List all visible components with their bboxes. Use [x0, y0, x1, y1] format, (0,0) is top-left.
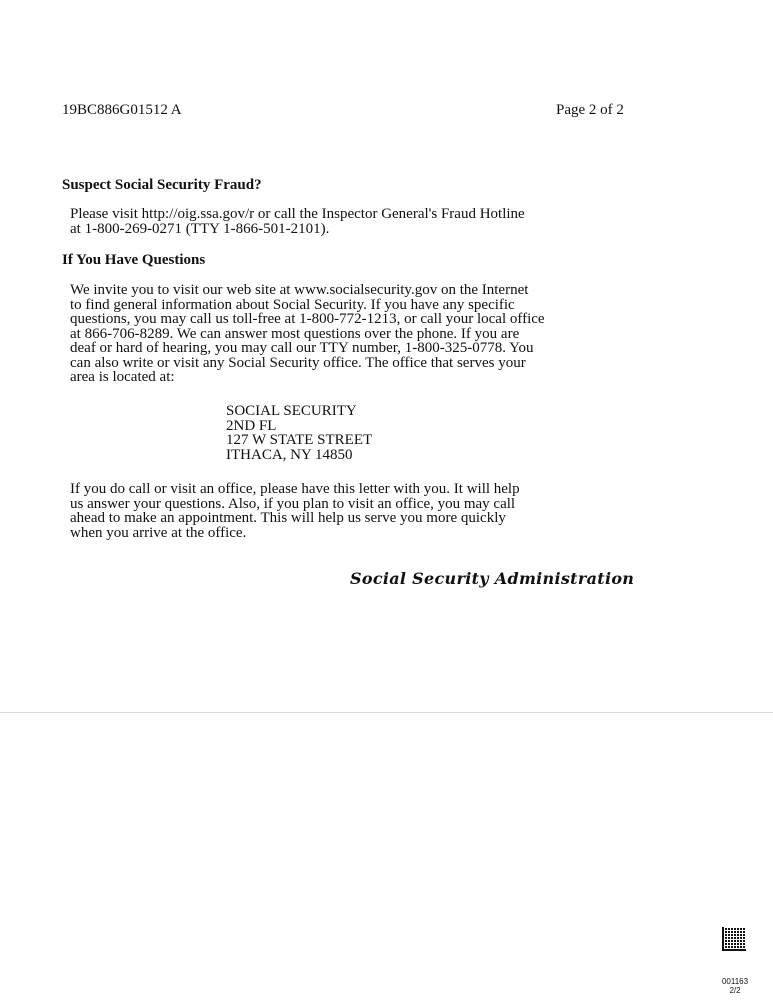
text-line: deaf or hard of hearing, you may call our TTY number, 1-800-325-0778. You	[70, 340, 534, 356]
address-line: 2ND FL	[226, 417, 277, 434]
fraud-heading: Suspect Social Security Fraud?	[62, 177, 262, 193]
office-address	[226, 404, 372, 462]
footer-codes	[719, 977, 751, 995]
text-line: We invite you to visit our web site at www.socialsecurity.gov on the Internet	[70, 282, 529, 298]
text-line: questions, you may call us toll-free at 1-800-772-1213, or call your local office	[70, 311, 545, 327]
text-line: ahead to make an appointment. This will help us serve you more quickly	[70, 510, 506, 526]
signature: Social Security Administration	[350, 569, 635, 588]
text-line: If you do call or visit an office, please have this letter with you. It will help	[70, 481, 520, 497]
document-id: 19BC886G01512 A	[62, 102, 182, 118]
address-line: 127 W STATE STREET	[226, 432, 373, 448]
fraud-paragraph	[70, 207, 525, 236]
footer-code: 001163	[721, 977, 749, 986]
text-line: us answer your questions. Also, if you plan to visit an office, you may call	[70, 495, 516, 512]
barcode-border	[722, 927, 746, 951]
text-line: when you arrive at the office.	[70, 524, 247, 541]
address-line: ITHACA, NY 14850	[226, 446, 353, 463]
text-line: area is located at:	[70, 369, 175, 385]
text-line: Please visit http://oig.ssa.gov/r or call the Inspector General's Fraud Hotline	[70, 206, 525, 222]
text-line: at 1-800-269-0271 (TTY 1-866-501-2101).	[70, 220, 330, 237]
page-number: Page 2 of 2	[556, 102, 624, 118]
text-line: at 866-706-8289. We can answer most questions over the phone. If you are	[70, 325, 520, 342]
address-line: SOCIAL SECURITY	[226, 403, 357, 419]
questions-heading: If You Have Questions	[62, 252, 206, 268]
footer-sheet: 2/2	[729, 986, 741, 995]
text-line: to find general information about Social Security. If you have any specific	[70, 296, 515, 313]
questions-paragraph	[70, 283, 545, 385]
closing-paragraph	[70, 482, 520, 540]
text-line: can also write or visit any Social Security office. The office that serves your	[70, 354, 526, 371]
fold-line	[0, 712, 773, 713]
